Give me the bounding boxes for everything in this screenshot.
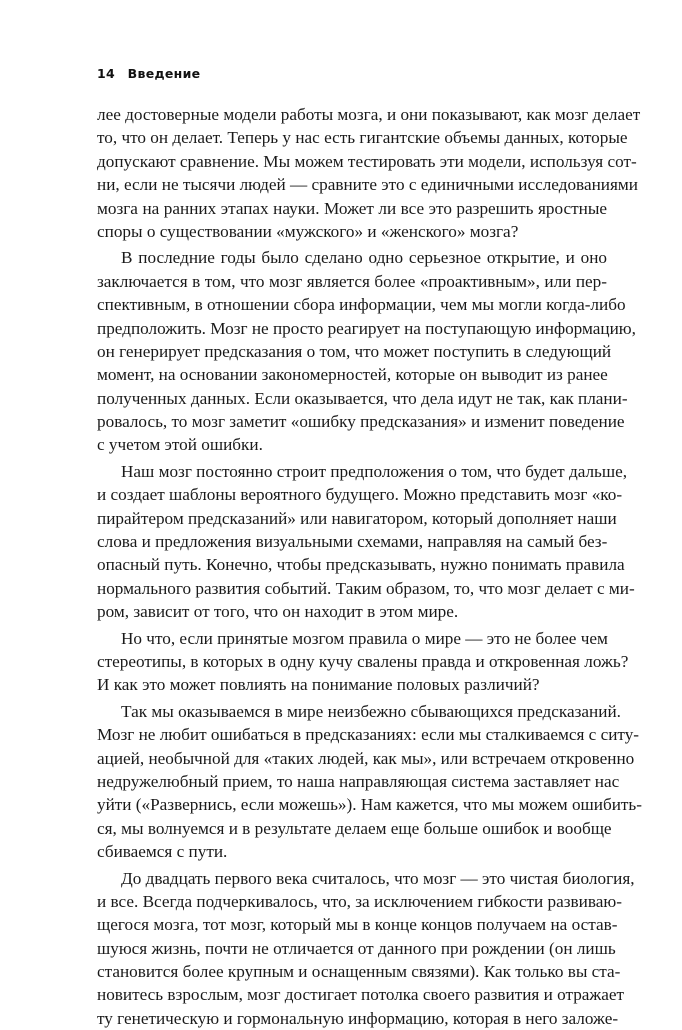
text-line: споры о существовании «мужского» и «женского» мозга?	[97, 220, 607, 243]
text-line: момент, на основании закономерностей, которые он выводит из ранее	[97, 363, 607, 386]
text-line: слова и предложения визуальными схемами, направляя на самый без-	[97, 530, 607, 553]
section-title: Введение	[128, 66, 201, 81]
text-line: с учетом этой ошибки.	[97, 433, 607, 456]
text-line: становится более крупным и оснащенным связями). Как только вы ста-	[97, 960, 607, 983]
text-line: спективным, в отношении сбора информации, чем мы могли когда-либо	[97, 293, 607, 316]
body-text	[97, 103, 607, 1030]
text-line: опасный путь. Конечно, чтобы предсказывать, нужно понимать правила	[97, 553, 607, 576]
text-line: недружелюбный прием, то наша направляющая система заставляет нас	[97, 770, 607, 793]
text-line: В последние годы было сделано одно серьезное открытие, и оно	[97, 246, 607, 269]
paragraph	[97, 700, 607, 864]
text-line: стереотипы, в которых в одну кучу свалены правда и откровенная ложь?	[97, 650, 607, 673]
text-line: И как это может повлиять на понимание половых различий?	[97, 673, 607, 696]
paragraph	[97, 627, 607, 697]
text-line: нормального развития событий. Таким образом, то, что мозг делает с ми-	[97, 577, 607, 600]
text-line: он генерирует предсказания о том, что может поступить в следующий	[97, 340, 607, 363]
text-line: сбиваемся с пути.	[97, 840, 607, 863]
text-line: ся, мы волнуемся и в результате делаем еще больше ошибок и вообще	[97, 817, 607, 840]
text-line: и все. Всегда подчеркивалось, что, за исключением гибкости развиваю-	[97, 890, 607, 913]
text-line: предположить. Мозг не просто реагирует на поступающую информацию,	[97, 317, 607, 340]
text-line: то, что он делает. Теперь у нас есть гигантские объемы данных, которые	[97, 126, 607, 149]
text-line: уйти («Развернись, если можешь»). Нам кажется, что мы можем ошибить-	[97, 793, 607, 816]
text-line: ацией, необычной для «таких людей, как мы», или встречаем откровенно	[97, 747, 607, 770]
text-line: заключается в том, что мозг является более «проактивным», или пер-	[97, 270, 607, 293]
paragraph	[97, 460, 607, 624]
text-line: щегося мозга, тот мозг, который мы в конце концов получаем на остав-	[97, 913, 607, 936]
text-line: ни, если не тысячи людей — сравните это с единичными исследованиями	[97, 173, 607, 196]
paragraph	[97, 246, 607, 457]
paragraph	[97, 867, 607, 1030]
text-line: ту генетическую и гормональную информацию, которая в него заложе-	[97, 1007, 607, 1030]
running-header	[97, 66, 200, 81]
text-line: Мозг не любит ошибаться в предсказаниях: если мы сталкиваемся с ситу-	[97, 723, 607, 746]
text-line: шуюся жизнь, почти не отличается от данного при рождении (он лишь	[97, 937, 607, 960]
text-line: пирайтером предсказаний» или навигатором, который дополняет наши	[97, 507, 607, 530]
text-line: допускают сравнение. Мы можем тестировать эти модели, используя сот-	[97, 150, 607, 173]
text-line: полученных данных. Если оказывается, что дела идут не так, как плани-	[97, 387, 607, 410]
text-line: ровалось, то мозг заметит «ошибку предсказания» и изменит поведение	[97, 410, 607, 433]
text-line: и создает шаблоны вероятного будущего. Можно представить мозг «ко-	[97, 483, 607, 506]
text-line: мозга на ранних этапах науки. Может ли все это разрешить яростные	[97, 197, 607, 220]
text-line: Но что, если принятые мозгом правила о мире — это не более чем	[97, 627, 607, 650]
text-line: лее достоверные модели работы мозга, и они показывают, как мозг делает	[97, 103, 607, 126]
paragraph	[97, 103, 607, 243]
text-line: ром, зависит от того, что он находит в этом мире.	[97, 600, 607, 623]
text-line: новитесь взрослым, мозг достигает потолка своего развития и отражает	[97, 983, 607, 1006]
text-line: Наш мозг постоянно строит предположения о том, что будет дальше,	[97, 460, 607, 483]
text-line: До двадцать первого века считалось, что мозг — это чистая биология,	[97, 867, 607, 890]
page-number: 14	[97, 66, 115, 81]
text-line: Так мы оказываемся в мире неизбежно сбывающихся предсказаний.	[97, 700, 607, 723]
